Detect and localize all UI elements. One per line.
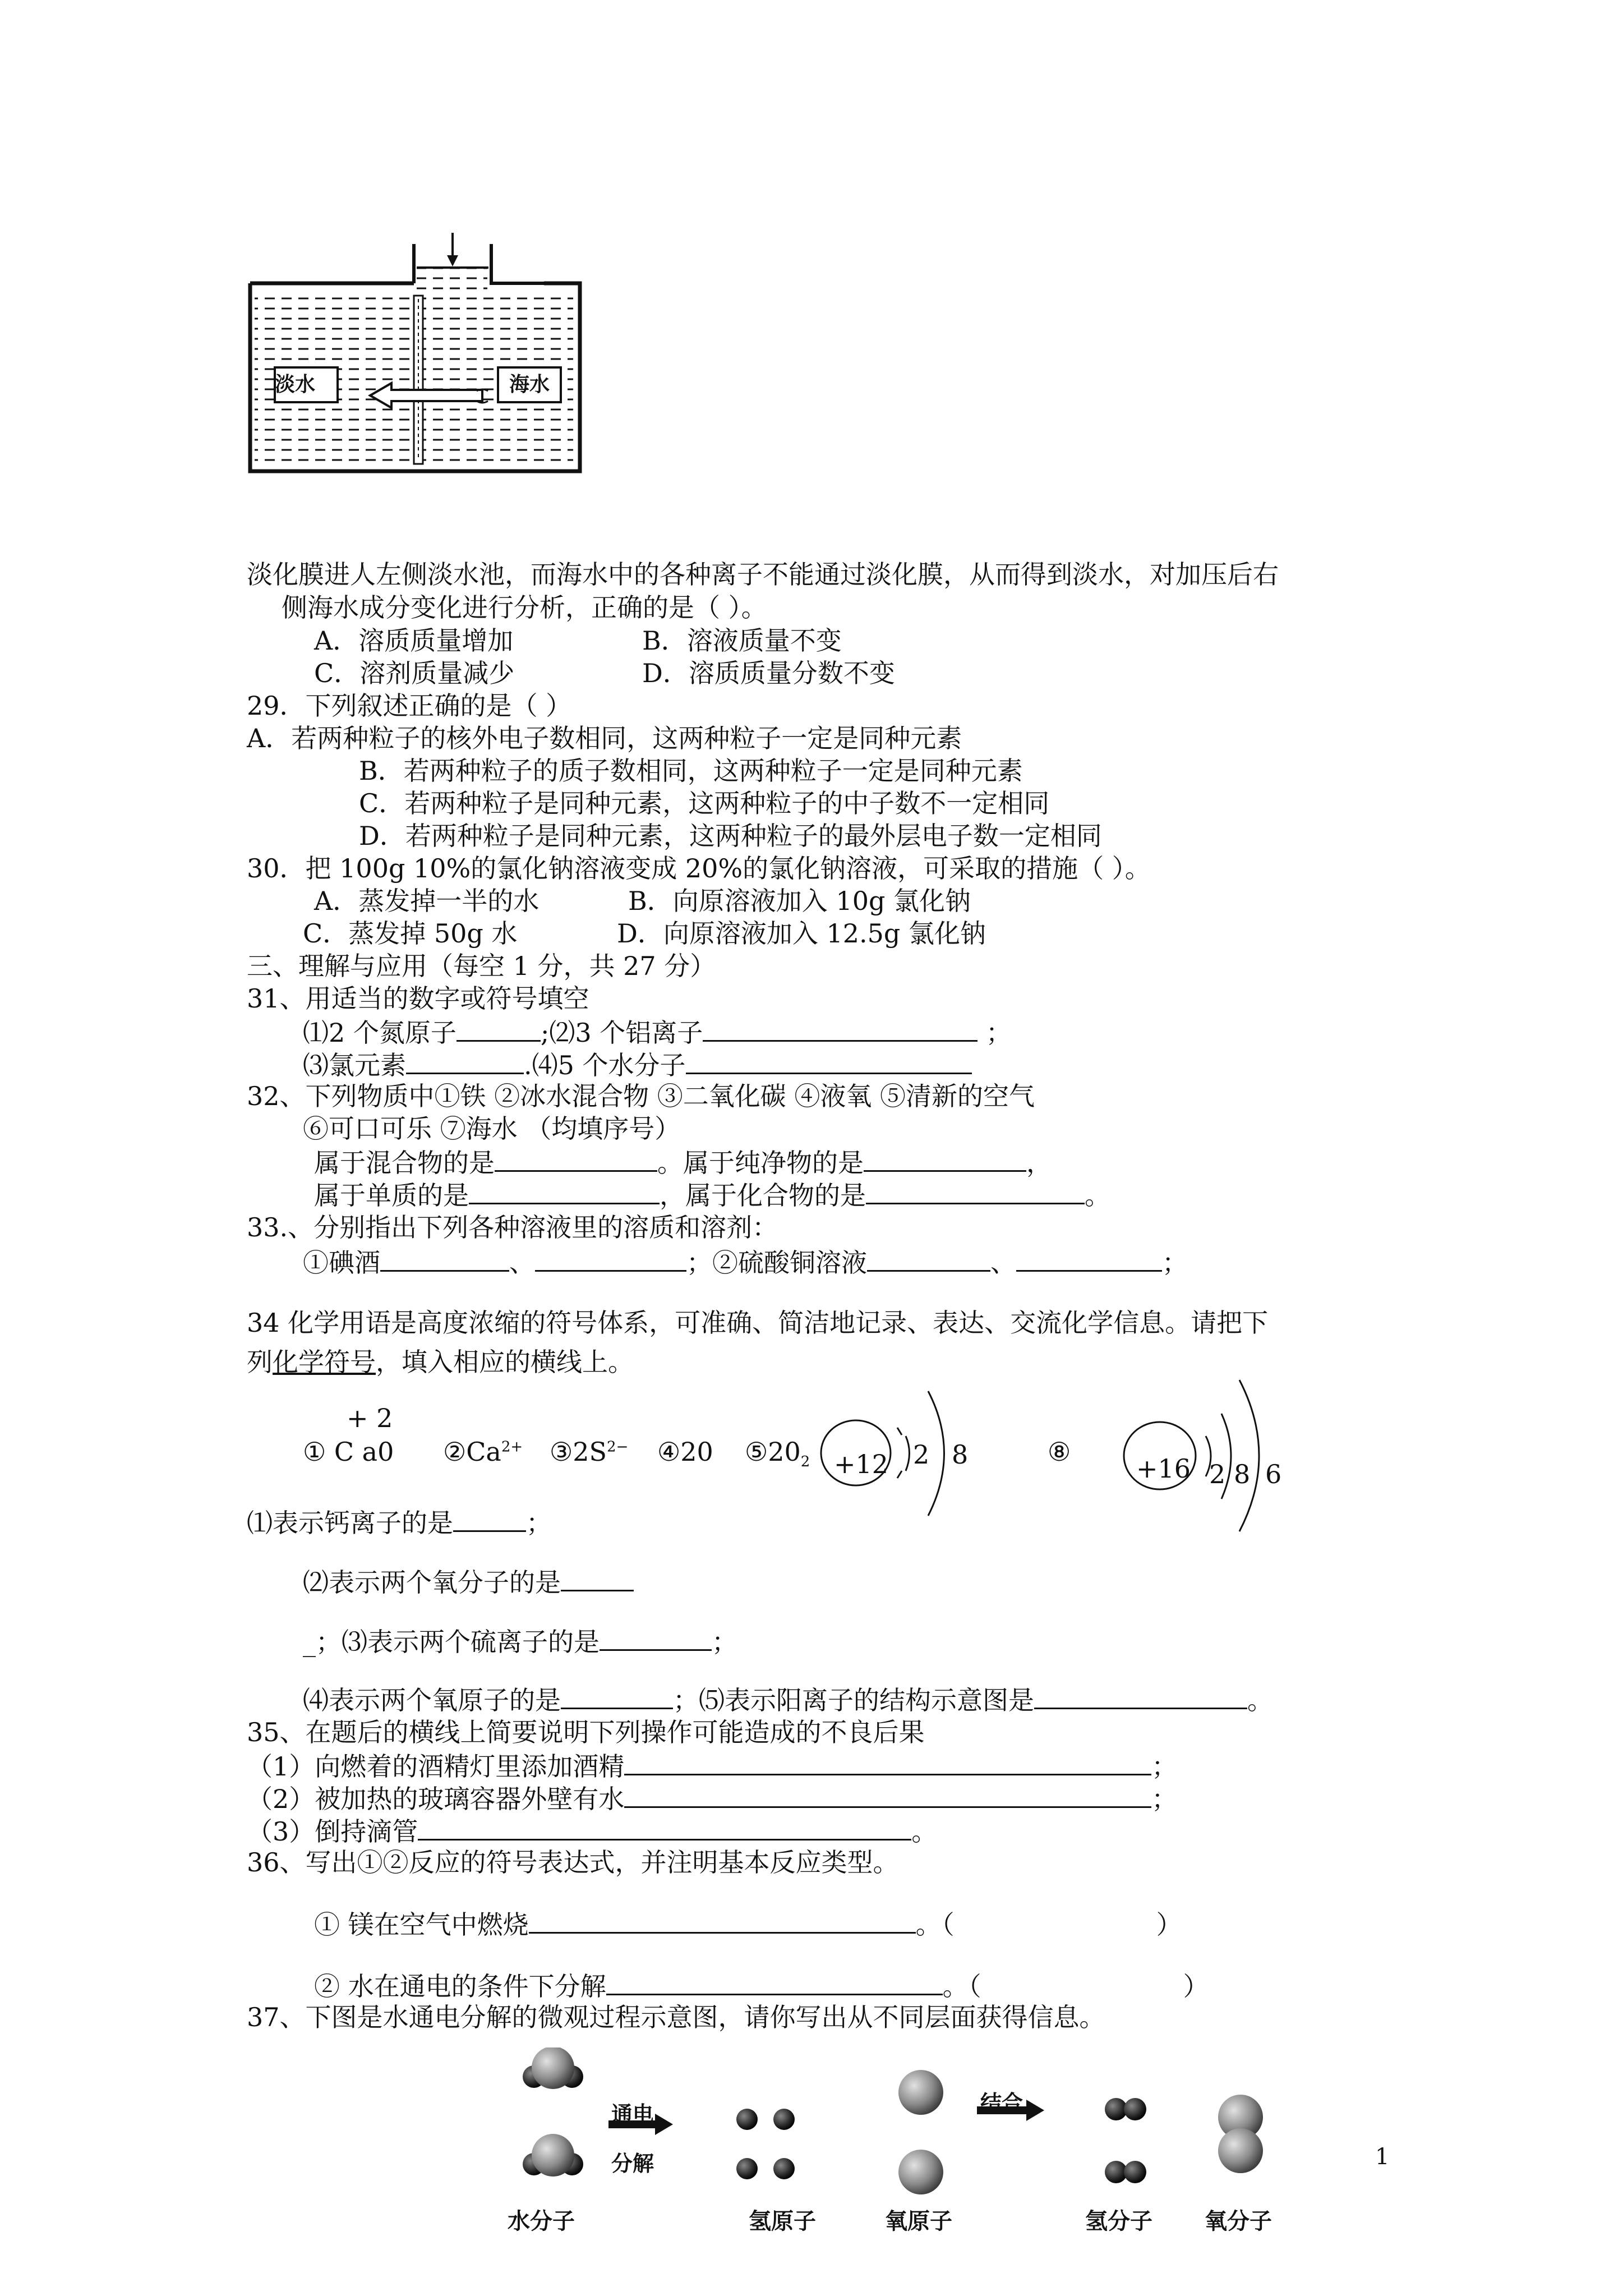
q35-item-1 xyxy=(247,1749,1177,1782)
q29-option-c: C．若两种粒子是同种元素，这两种粒子的中子数不一定相同 xyxy=(359,788,1050,818)
q28-option-c: C．溶剂质量减少 xyxy=(314,658,515,688)
q29-option-d: D．若两种粒子是同种元素，这两种粒子的最外层电子数一定相同 xyxy=(359,821,1102,851)
section-3-heading: 三、理解与应用（每空 1 分，共 27 分） xyxy=(247,951,716,981)
q34-symbol-3-base: ③2S xyxy=(550,1437,607,1467)
q35-item-2-end: ； xyxy=(1151,1784,1178,1814)
q34-charge-label: + 2 xyxy=(347,1403,393,1433)
q31-part3-blank[interactable] xyxy=(406,1048,524,1074)
q31-row1 xyxy=(303,1015,1012,1048)
s-nucleus-charge: +16 xyxy=(1136,1453,1191,1484)
q36-reaction-1-paren-close: ） xyxy=(1156,1910,1182,1940)
q35-item-2 xyxy=(247,1782,1177,1815)
q34-answer-3-end: ； xyxy=(712,1627,737,1657)
q34-line2 xyxy=(247,1346,634,1378)
q30-option-c: C．蒸发掉 50g 水 xyxy=(303,918,518,949)
q35-stem: 35、在题后的横线上简要说明下列操作可能造成的不良后果 xyxy=(247,1717,925,1747)
q33-iodine-label: ①碘酒 xyxy=(303,1248,380,1278)
q36-reaction-2-label: ② 水在通电的条件下分解 xyxy=(314,1971,606,2001)
q34-answer-5-blank[interactable] xyxy=(1034,1683,1247,1709)
q34-answer-3-blank[interactable] xyxy=(600,1625,712,1651)
q32-pure-label: 。属于纯净物的是 xyxy=(657,1148,864,1178)
mg-nucleus-charge: +12 xyxy=(834,1449,889,1479)
q31-part2-end: ； xyxy=(985,1018,1012,1048)
q34-answer-2-label: ⑵表示两个氧分子的是 xyxy=(303,1567,561,1598)
q34-symbol-5-base: ⑤20 xyxy=(745,1437,801,1467)
q36-reaction-2-blank[interactable] xyxy=(606,1969,943,1995)
q34-answer-4-5 xyxy=(303,1683,1273,1716)
q31-part4-blank[interactable] xyxy=(686,1048,972,1074)
q36-reaction-1-label: ① 镁在空气中燃烧 xyxy=(314,1910,529,1940)
q32-element-blank[interactable] xyxy=(469,1178,660,1204)
q31-part2-blank[interactable] xyxy=(703,1015,978,1042)
q33-copper-label: ；②硫酸铜溶液 xyxy=(686,1248,867,1278)
q33-stem: 33.、分别指出下列各种溶液里的溶质和溶剂： xyxy=(247,1212,778,1243)
q35-item-1-label: （1）向燃着的酒精灯里添加酒精 xyxy=(247,1751,625,1782)
q34-line2-start: 列 xyxy=(247,1347,273,1377)
q34-symbol-3 xyxy=(550,1436,628,1467)
label-oxygen-molecule: 氧分子 xyxy=(1205,2208,1272,2234)
q34-symbol-8: ⑧ xyxy=(1048,1437,1071,1467)
q36-reaction-1-paren-open: 。（ xyxy=(915,1910,955,1940)
q32-row3 xyxy=(314,1145,1052,1179)
q31-part1-label: ⑴2 个氮原子 xyxy=(303,1018,457,1048)
q33-end: ； xyxy=(1162,1248,1188,1278)
q32-line2: ⑥可口可乐 ⑦海水 （均填序号） xyxy=(303,1114,681,1144)
q33-row xyxy=(303,1245,1188,1278)
q30-option-a: A．蒸发掉一半的水 xyxy=(314,886,540,916)
q30-option-b: B．向原溶液加入 10g 氯化钠 xyxy=(628,886,971,916)
desalination-figure xyxy=(247,233,606,480)
q34-answer-4-blank[interactable] xyxy=(561,1683,673,1709)
q34-symbol-3-sup: 2− xyxy=(607,1438,629,1456)
label-hydrogen-atom: 氢原子 xyxy=(749,2208,816,2234)
q34-answer-3-label: _；⑶表示两个硫离子的是 xyxy=(303,1627,600,1657)
q32-row4 xyxy=(314,1178,1110,1211)
q35-item-2-blank[interactable] xyxy=(624,1782,1151,1808)
q31-part4-label: .⑷5 个水分子 xyxy=(524,1050,686,1080)
label-hydrogen-molecule: 氢分子 xyxy=(1085,2208,1152,2234)
q32-element-label: 属于单质的是 xyxy=(314,1180,469,1211)
page-number: 1 xyxy=(1375,2144,1390,2170)
q34-answer-3 xyxy=(303,1625,737,1658)
q35-item-3-blank[interactable] xyxy=(418,1814,911,1841)
q30-stem: 30．把 100g 10%的氯化钠溶液变成 20%的氯化钠溶液，可采取的措施（ ）。 xyxy=(247,853,1151,884)
q31-part3-label: ⑶氯元素 xyxy=(303,1050,406,1080)
q28-option-d: D．溶质质量分数不变 xyxy=(642,658,895,688)
q33-copper-solute-blank[interactable] xyxy=(867,1245,990,1272)
q35-item-3 xyxy=(247,1814,937,1847)
q34-underlined-term: 化学符号 xyxy=(273,1347,376,1377)
q34-symbol-2 xyxy=(443,1436,523,1467)
q34-symbol-2-sup: 2+ xyxy=(501,1438,523,1456)
q29-option-b: B．若两种粒子的质子数相同，这两种粒子一定是同种元素 xyxy=(359,756,1023,786)
q36-reaction-2 xyxy=(314,1969,1209,2002)
q35-item-3-label: （3）倒持滴管 xyxy=(247,1816,418,1847)
s-shell-2-count: 8 xyxy=(1234,1459,1251,1489)
q34-answer-1-end: ； xyxy=(526,1508,552,1538)
q29-stem: 29．下列叙述正确的是（ ） xyxy=(247,691,572,721)
q30-option-d: D．向原溶液加入 12.5g 氯化钠 xyxy=(617,918,986,949)
q28-line2: 侧海水成分变化进行分析，正确的是（ ）。 xyxy=(282,592,767,623)
q36-reaction-1 xyxy=(314,1907,1182,1940)
mg-shell-2-count: 8 xyxy=(952,1439,969,1470)
q34-answer-1-blank[interactable] xyxy=(453,1506,526,1532)
q32-mixture-label: 属于混合物的是 xyxy=(314,1148,495,1178)
q34-answer-1 xyxy=(247,1506,552,1539)
q34-symbol-4: ④20 xyxy=(657,1437,713,1467)
q35-item-3-end: 。 xyxy=(911,1816,938,1847)
q35-item-1-blank[interactable] xyxy=(624,1749,1151,1775)
q28-line1: 淡化膜进人左侧淡水池，而海水中的各种离子不能通过淡化膜，从而得到淡水，对加压后右 xyxy=(247,559,1279,590)
q34-answer-5-end: 。 xyxy=(1247,1685,1273,1715)
q34-symbol-2-base: ②Ca xyxy=(443,1437,501,1467)
q36-reaction-2-paren-close: ） xyxy=(1183,1971,1209,2001)
q33-iodine-solute-blank[interactable] xyxy=(380,1245,509,1272)
q34-answer-2 xyxy=(303,1565,634,1598)
q28-option-a: A．溶质质量增加 xyxy=(314,625,514,656)
q36-stem: 36、写出①②反应的符号表达式，并注明基本反应类型。 xyxy=(247,1847,899,1878)
q32-compound-blank[interactable] xyxy=(866,1178,1085,1204)
q35-item-2-label: （2）被加热的玻璃容器外壁有水 xyxy=(247,1784,625,1814)
label-oxygen-atom: 氧原子 xyxy=(885,2208,952,2234)
q31-part2-label: ;⑵3 个铝离子 xyxy=(540,1018,703,1048)
q32-mixture-blank[interactable] xyxy=(495,1145,657,1172)
water-electrolysis-diagram xyxy=(494,2047,1335,2216)
q32-line1: 32、下列物质中①铁 ②冰水混合物 ③二氧化碳 ④液氧 ⑤清新的空气 xyxy=(247,1081,1035,1111)
q29-option-a: A．若两种粒子的核外电子数相同，这两种粒子一定是同种元素 xyxy=(247,723,962,753)
label-water-molecule: 水分子 xyxy=(508,2208,575,2234)
mg-shell-1-count: 2 xyxy=(913,1439,930,1470)
s-shell-3-count: 6 xyxy=(1265,1459,1282,1489)
q32-compound-label: ，属于化合物的是 xyxy=(660,1180,866,1211)
s-shell-1-count: 2 xyxy=(1209,1459,1226,1489)
q34-symbol-1: ① C a0 xyxy=(303,1437,394,1467)
q34-answer-4-label: ⑷表示两个氧原子的是 xyxy=(303,1685,561,1715)
q36-reaction-1-blank[interactable] xyxy=(529,1907,916,1934)
arrow-1-bottom-label: 分解 xyxy=(611,2151,654,2176)
arrow-2-top-label: 结合 xyxy=(980,2091,1023,2115)
q32-pure-blank[interactable] xyxy=(864,1145,1026,1172)
q35-item-1-end: ； xyxy=(1151,1751,1178,1782)
q34-answer-5-label: ；⑸表示阳离子的结构示意图是 xyxy=(673,1685,1034,1715)
fresh-water-label: 淡水 xyxy=(275,373,316,396)
q34-line1: 34 化学用语是高度浓缩的符号体系，可准确、简洁地记录、表达、交流化学信息。请把下 xyxy=(247,1308,1269,1338)
q33-iodine-solvent-blank[interactable] xyxy=(535,1245,686,1272)
q32-pure-end: ， xyxy=(1026,1148,1052,1178)
q31-part1-blank[interactable] xyxy=(457,1015,541,1042)
arrow-1-top-label: 通电 xyxy=(611,2102,654,2127)
q34-symbol-5-sub: 2 xyxy=(800,1453,810,1471)
q32-compound-end: 。 xyxy=(1085,1180,1110,1211)
q34-symbol-5 xyxy=(745,1436,810,1471)
sea-water-label: 海水 xyxy=(509,373,550,396)
q33-sep-1: 、 xyxy=(509,1248,535,1278)
q36-reaction-2-paren-open: 。（ xyxy=(942,1971,981,2001)
q33-copper-solvent-blank[interactable] xyxy=(1016,1245,1162,1272)
q37-stem: 37、下图是水通电分解的微观过程示意图，请你写出从不同层面获得信息。 xyxy=(247,2002,1105,2032)
q31-row2 xyxy=(303,1048,972,1081)
q34-answer-2-blank[interactable] xyxy=(561,1565,634,1591)
q28-option-b: B．溶液质量不变 xyxy=(642,625,842,656)
q31-stem: 31、用适当的数字或符号填空 xyxy=(247,983,589,1014)
q33-sep-2: 、 xyxy=(990,1248,1016,1278)
q34-line2-end: ，填入相应的横线上。 xyxy=(376,1347,634,1377)
q34-answer-1-label: ⑴表示钙离子的是 xyxy=(247,1508,453,1538)
